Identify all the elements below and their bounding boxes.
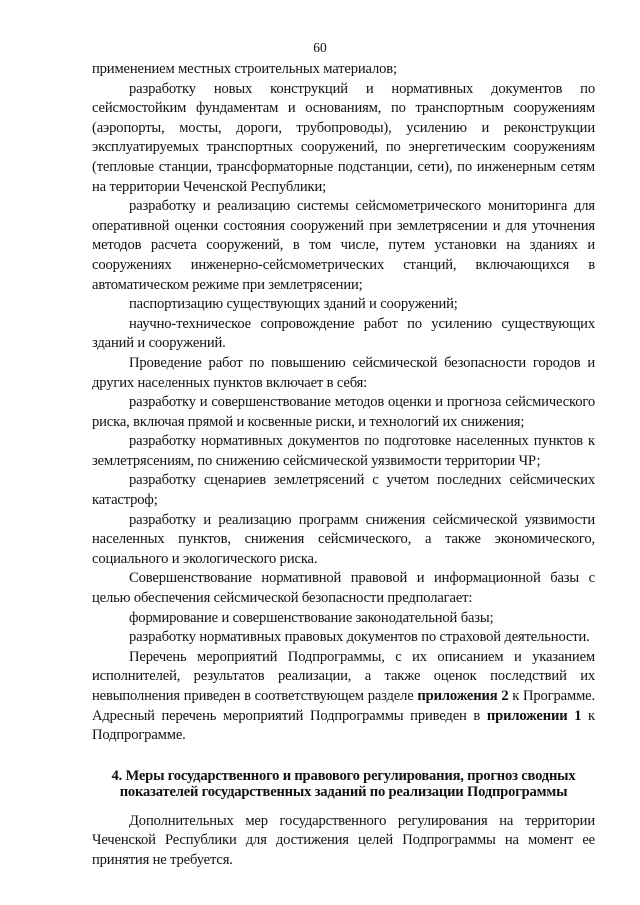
paragraph: Совершенствование нормативной правовой и информационной базы с целью обеспечения сейсмической безопасности предполагает: (92, 570, 595, 607)
paragraph: разработку и реализацию системы сейсмометрического мониторинга для оперативной оценки состояния сооружений при землетрясении и для уточнения методов расчета сооружений, в том числе, путем установки на зданиях и сооружениях инженерно-сейсмометрических станций, включающихся в автоматическом режиме при землетрясении; (92, 198, 595, 293)
paragraph: паспортизацию существующих зданий и сооружений; (129, 296, 458, 313)
appendix-reference-paragraph (92, 648, 595, 746)
section-paragraph: Дополнительных мер государственного регулирования на территории Чеченской Республики для достижения целей Подпрограммы на момент ее принятия не требуется. (92, 812, 595, 868)
section-heading: 4. Меры государственного и правового регулирования, прогноз сводных показателей государственных заданий по реализации Подпрограммы (111, 767, 576, 801)
paragraph: применением местных строительных материалов; (92, 61, 397, 77)
paragraph: научно-техническое сопровождение работ по усилению существующих зданий и сооружений. (92, 315, 595, 352)
paragraph: разработку и реализацию программ снижения сейсмической уязвимости населенных пунктов, снижения сейсмического, а также экономического, социального и экологического риска. (92, 511, 595, 567)
paragraph: разработку новых конструкций и нормативных документов по сейсмостойким фундаментам и основаниям, по транспортным сооружениям (аэропорты, мосты, дороги, трубопроводы), усилению и реконструкции эксплуатируемых транспортных сооружений, по энергетическим сооружениям (тепловые станции, трансформаторные подстанции, сети), по инженерным сетям на территории Чеченской Республики; (92, 80, 595, 195)
appendix-2-reference: приложения 2 (417, 688, 509, 704)
paragraph: формирование и совершенствование законодательной базы; (129, 609, 494, 626)
page-number: 60 (313, 40, 327, 55)
paragraph: Проведение работ по повышению сейсмической безопасности городов и других населенных пунктов включает в себя: (92, 354, 595, 391)
page-content (92, 60, 595, 871)
paragraph-text: к Программе. Адресный перечень мероприятий Подпрограммы приведен в (92, 688, 595, 724)
paragraph: разработку сценариев землетрясений с учетом последних сейсмических катастроф; (92, 472, 595, 509)
paragraph: разработку и совершенствование методов оценки и прогноза сейсмического риска, включая прямой и косвенные риски, и технологий их снижения; (92, 394, 595, 430)
paragraph-text: к Подпрограмме. (92, 707, 595, 744)
appendix-1-reference: приложении 1 (486, 707, 582, 724)
paragraph-text: Перечень мероприятий Подпрограммы, с их описанием и указанием исполнителей, результатов реализации, а также оценок последствий их невыполнения приведен в соответствующем разделе (92, 648, 595, 704)
paragraph: разработку нормативных правовых документов по страховой деятельности. (129, 629, 590, 646)
paragraph: разработку нормативных документов по подготовке населенных пунктов к землетрясениям, по снижению сейсмической уязвимости территории ЧР; (92, 433, 595, 469)
